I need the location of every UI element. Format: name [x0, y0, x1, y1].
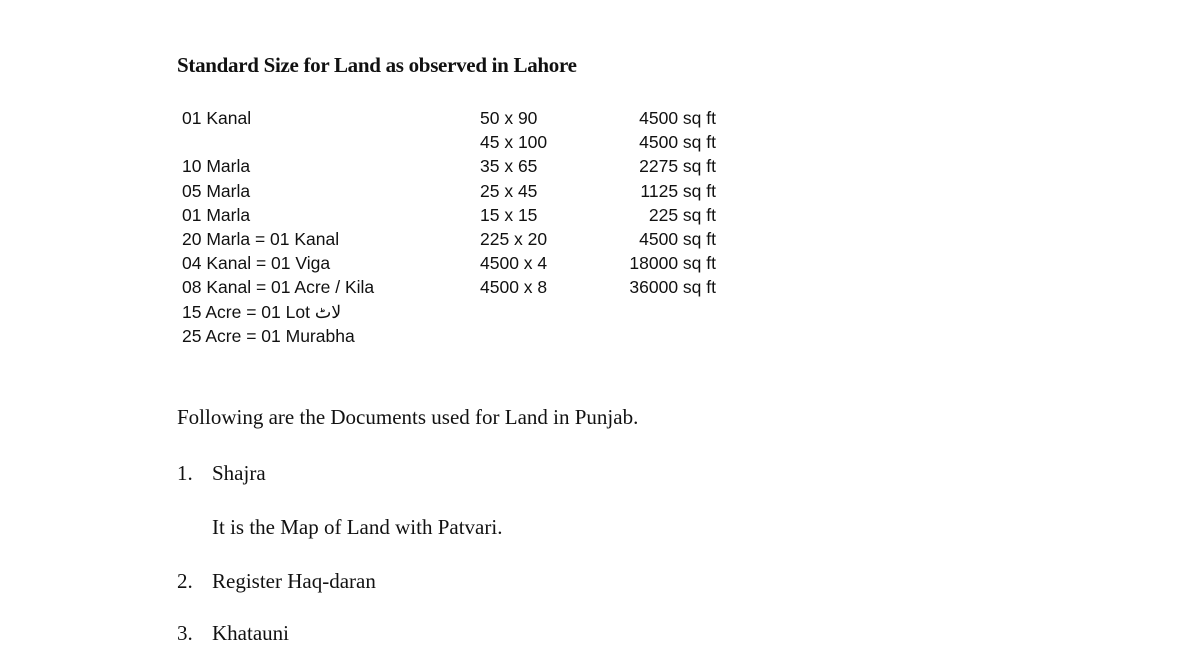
- area-cell: 4500 sq ft: [639, 132, 716, 153]
- list-number: 3.: [177, 621, 193, 645]
- list-item: [177, 569, 577, 595]
- unit-cell: 20 Marla = 01 Kanal: [182, 228, 340, 249]
- area-cell: 4500 sq ft: [639, 228, 716, 249]
- dimensions-cell: 4500 x 4: [480, 253, 548, 274]
- list-label: Shajra: [212, 461, 266, 485]
- list-item: [177, 621, 577, 647]
- unit-cell: 25 Acre = 01 Murabha: [182, 325, 355, 346]
- unit-cell: 04 Kanal = 01 Viga: [182, 253, 331, 274]
- list-item: [177, 461, 577, 487]
- dimensions-cell: 50 x 90: [480, 108, 538, 128]
- list-number: 1.: [177, 461, 193, 485]
- unit-cell: 15 Acre = 01 Lot لاٹ: [182, 301, 342, 322]
- list-label: Khatauni: [212, 621, 289, 645]
- area-cell: 36000 sq ft: [629, 277, 716, 298]
- document-title: Standard Size for Land as observed in Lahore: [177, 53, 577, 77]
- dimensions-cell: 15 x 15: [480, 204, 538, 225]
- unit-cell: 01 Kanal: [182, 108, 252, 128]
- list-label: Register Haq-daran: [212, 569, 376, 593]
- dimensions-cell: 225 x 20: [480, 228, 548, 249]
- intro-paragraph: Following are the Documents used for Land in Punjab.: [177, 405, 639, 429]
- area-cell: 225 sq ft: [648, 204, 716, 225]
- area-cell: 4500 sq ft: [639, 108, 716, 128]
- dimensions-cell: 4500 x 8: [480, 277, 548, 298]
- area-cell: 1125 sq ft: [640, 180, 716, 201]
- dimensions-cell: 25 x 45: [480, 180, 538, 201]
- unit-cell: 01 Marla: [182, 204, 251, 225]
- area-cell: 18000 sq ft: [629, 253, 716, 274]
- dimensions-cell: 45 x 100: [480, 132, 548, 153]
- list-number: 2.: [177, 569, 193, 593]
- unit-cell: 08 Kanal = 01 Acre / Kila: [182, 277, 375, 298]
- unit-cell: 05 Marla: [182, 180, 251, 201]
- area-cell: 2275 sq ft: [639, 156, 716, 177]
- list-description: It is the Map of Land with Patvari.: [212, 515, 503, 539]
- unit-cell: 10 Marla: [182, 156, 251, 177]
- dimensions-cell: 35 x 65: [480, 156, 538, 177]
